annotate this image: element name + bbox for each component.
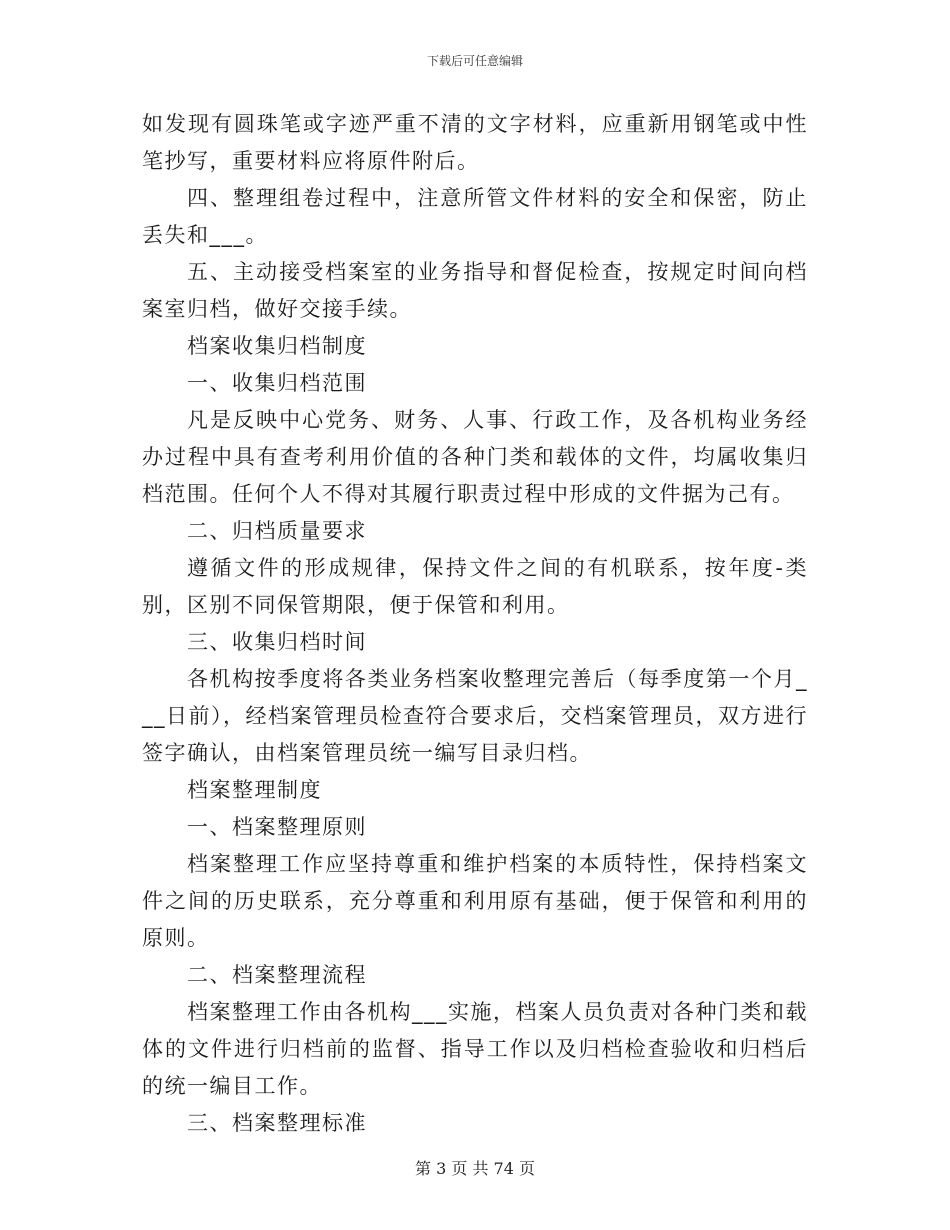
- subsection-heading: 二、归档质量要求: [187, 519, 367, 543]
- subsection-heading: 三、档案整理标准: [187, 1111, 367, 1135]
- page-header: 下载后可任意编辑: [426, 54, 523, 68]
- paragraph: 遵循文件的形成规律，保持文件之间的有机联系，按年度-类别，区别不同保管期限，便于保管和利用。: [142, 556, 808, 617]
- paragraph: 档案整理工作应坚持尊重和维护档案的本质特性，保持档案文件之间的历史联系，充分尊重和利用原有基础，便于保管和利用的原则。: [142, 852, 808, 950]
- paragraph: 四、整理组卷过程中，注意所管文件材料的安全和保密，防止丢失和___。: [142, 186, 808, 247]
- section-title: 档案收集归档制度: [187, 334, 367, 358]
- paragraph: 档案整理工作由各机构___实施，档案人员负责对各种门类和载体的文件进行归档前的监督、指导工作以及归档检查验收和归档后的统一编目工作。: [142, 1000, 808, 1098]
- subsection-heading: 一、收集归档范围: [187, 371, 367, 395]
- paragraph: 凡是反映中心党务、财务、人事、行政工作，及各机构业务经办过程中具有查考利用价值的各种门类和载体的文件，均属收集归档范围。任何个人不得对其履行职责过程中形成的文件据为己有。: [142, 408, 808, 506]
- subsection-heading: 三、收集归档时间: [187, 630, 367, 654]
- paragraph: 如发现有圆珠笔或字迹严重不清的文字材料，应重新用钢笔或中性笔抄写，重要材料应将原件附后。: [142, 112, 808, 173]
- document-body: [142, 106, 808, 1142]
- paragraph: 各机构按季度将各类业务档案收整理完善后（每季度第一个月___日前），经档案管理员检查符合要求后，交档案管理员，双方进行签字确认，由档案管理员统一编写目录归档。: [142, 667, 808, 765]
- page-number: 第 3 页 共 74 页: [415, 1159, 535, 1178]
- paragraph: 五、主动接受档案室的业务指导和督促检查，按规定时间向档案室归档，做好交接手续。: [142, 260, 808, 321]
- section-title: 档案整理制度: [187, 778, 322, 802]
- subsection-heading: 一、档案整理原则: [187, 815, 367, 839]
- subsection-heading: 二、档案整理流程: [187, 963, 367, 987]
